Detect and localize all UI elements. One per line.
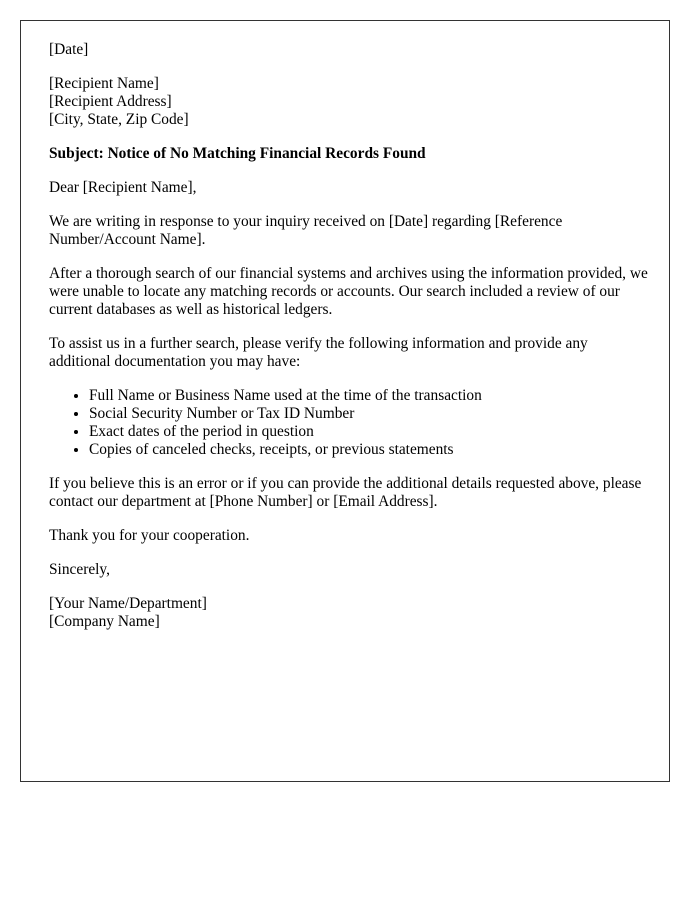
paragraph-contact xyxy=(49,475,649,511)
recipient-name: [Recipient Name] xyxy=(49,75,159,92)
list-item: • Copies of canceled checks, receipts, or previous statements xyxy=(89,441,649,459)
list-item: • Full Name or Business Name used at the time of the transaction xyxy=(89,387,649,405)
signature-company: [Company Name] xyxy=(49,613,160,630)
letter-date: [Date] xyxy=(49,41,89,58)
thanks-block xyxy=(49,527,649,545)
list-item: • Social Security Number or Tax ID Number xyxy=(89,405,649,423)
required-information-list xyxy=(49,387,649,459)
subject-line: Subject: Notice of No Matching Financial Records Found xyxy=(49,145,426,162)
signoff-block xyxy=(49,561,649,579)
recipient-address: [Recipient Address] xyxy=(49,93,172,110)
signature-name: [Your Name/Department] xyxy=(49,595,207,612)
recipient-city-state-zip: [City, State, Zip Code] xyxy=(49,111,189,128)
signature-block xyxy=(49,595,649,631)
body-paragraph: To assist us in a further search, please verify the following information and provide any additional documentation you may have: xyxy=(49,335,588,370)
recipient-address-block xyxy=(49,75,649,129)
salutation: Dear [Recipient Name], xyxy=(49,179,197,196)
letter-document xyxy=(20,20,670,782)
paragraph-search-result xyxy=(49,265,649,319)
salutation-block xyxy=(49,179,649,197)
thanks-line: Thank you for your cooperation. xyxy=(49,527,250,544)
body-paragraph: After a thorough search of our financial systems and archives using the information provided, we were unable to locate any matching records or accounts. Our search included a review of our current databases as well as historical ledgers. xyxy=(49,265,648,318)
body-paragraph: If you believe this is an error or if you can provide the additional details requested above, please contact our department at [Phone Number] or [Email Address]. xyxy=(49,475,642,510)
signoff-line: Sincerely, xyxy=(49,561,110,578)
subject-block xyxy=(49,145,649,163)
paragraph-inquiry xyxy=(49,213,649,249)
paragraph-request xyxy=(49,335,649,371)
body-paragraph: We are writing in response to your inquiry received on [Date] regarding [Reference Number/Account Name]. xyxy=(49,213,563,248)
date-line xyxy=(49,41,649,59)
list-item: • Exact dates of the period in question xyxy=(89,423,649,441)
